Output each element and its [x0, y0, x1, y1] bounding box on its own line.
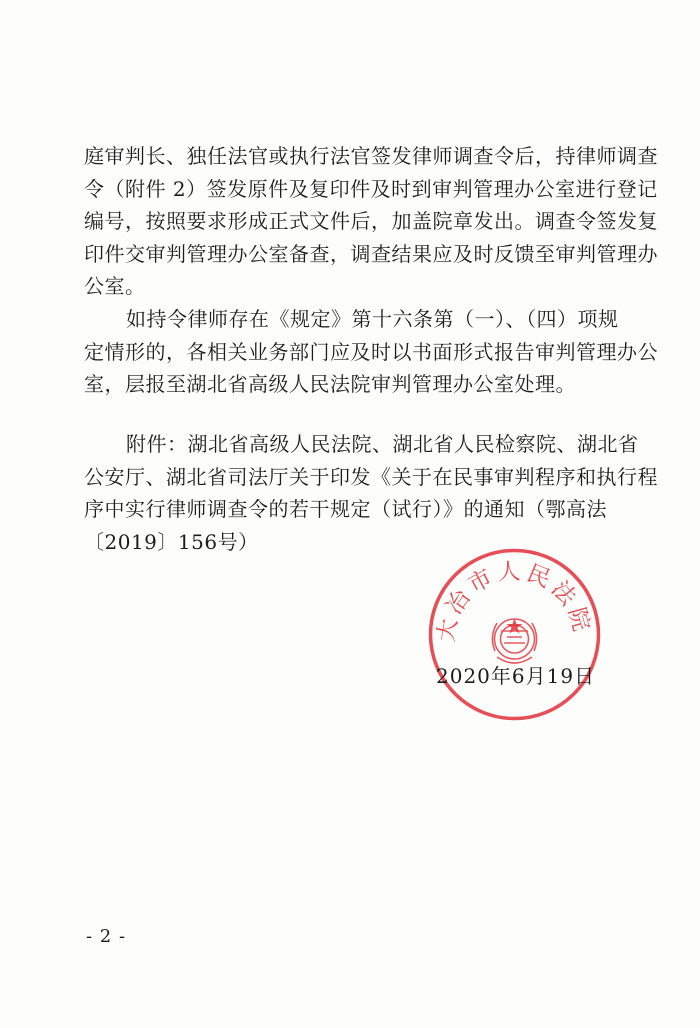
text-line: 编号，按照要求形成正式文件后，加盖院章发出。调查令签发复 — [84, 209, 658, 233]
text-line: 室，层报至湖北省高级人民法院审判管理办公室处理。 — [84, 372, 576, 396]
text-line: 公安厅、湖北省司法厅关于印发《关于在民事审判程序和执行程 — [84, 464, 658, 489]
text-line: 序中实行律师调查令的若干规定（试行）》的通知（鄂高法 — [84, 497, 607, 521]
text-line: 公室。 — [84, 274, 146, 298]
text-line: 庭审判长、独任法官或执行法官签发律师调查令后，持律师调查 — [84, 144, 658, 168]
official-seal — [427, 547, 602, 722]
attachment-paragraph — [84, 428, 658, 558]
seal-text: 大冶市人民法院 — [433, 558, 596, 644]
paragraph-2 — [84, 303, 658, 401]
document-date: 2020年6月19日 — [436, 664, 596, 688]
text-line: 令（附件 2）签发原件及复印件及时到审判管理办公室进行登记 — [84, 176, 658, 201]
text-line: 附件：湖北省高级人民法院、湖北省人民检察院、湖北省 — [126, 432, 639, 456]
page-number: - 2 - — [86, 926, 127, 947]
text-line: 如持令律师存在《规定》第十六条第（一）、（四）项规 — [126, 307, 619, 331]
paragraph-1 — [84, 140, 658, 303]
text-line: 〔2019〕156号） — [84, 529, 259, 554]
text-line: 定情形的，各相关业务部门应及时以书面形式报告审判管理办公 — [84, 339, 658, 364]
text-line: 印件交审判管理办公室备查，调查结果应及时反馈至审判管理办 — [84, 241, 658, 266]
